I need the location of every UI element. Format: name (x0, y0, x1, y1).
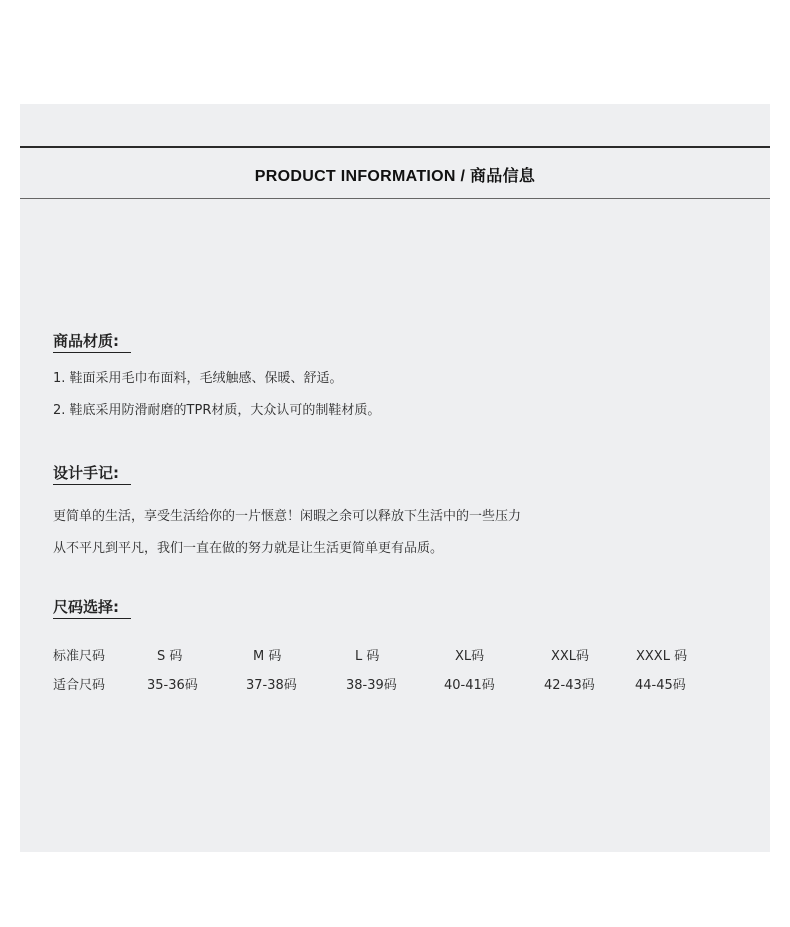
fit-size-label: 适合尺码 (53, 678, 106, 693)
size-cell-standard-3: L 码 (355, 649, 380, 664)
size-cell-standard-6: XXXL 码 (636, 649, 688, 664)
material-line-1: 1. 鞋面采用毛巾布面料，毛绒触感、保暖、舒适。 (53, 371, 343, 386)
size-cell-fit-4: 40-41码 (444, 678, 495, 693)
standard-size-label: 标准尺码 (53, 649, 106, 664)
size-cell-fit-5: 42-43码 (544, 678, 595, 693)
header-bottom-divider (20, 198, 770, 199)
size-cell-fit-3: 38-39码 (346, 678, 397, 693)
design-line-1: 更简单的生活，享受生活给你的一片惬意！闲暇之余可以释放下生活中的一些压力 (53, 509, 522, 524)
material-section-title: 商品材质: (53, 330, 131, 353)
design-section-title: 设计手记: (53, 462, 131, 485)
size-row-fit (53, 674, 703, 694)
material-line-2: 2. 鞋底采用防滑耐磨的TPR材质，大众认可的制鞋材质。 (53, 403, 381, 418)
product-info-panel (20, 104, 770, 852)
size-row-standard (53, 645, 703, 665)
header-top-divider (20, 146, 770, 148)
size-cell-fit-1: 35-36码 (147, 678, 198, 693)
size-section-title: 尺码选择: (53, 596, 131, 619)
design-line-2: 从不平凡到平凡，我们一直在做的努力就是让生活更简单更有品质。 (53, 541, 444, 556)
size-cell-standard-5: XXL码 (551, 649, 590, 664)
size-cell-standard-2: M 码 (253, 649, 282, 664)
size-cell-standard-1: S 码 (157, 649, 183, 664)
size-cell-fit-2: 37-38码 (246, 678, 297, 693)
header-title: PRODUCT INFORMATION / 商品信息 (254, 168, 536, 185)
size-cell-standard-4: XL码 (455, 649, 485, 664)
size-cell-fit-6: 44-45码 (635, 678, 686, 693)
